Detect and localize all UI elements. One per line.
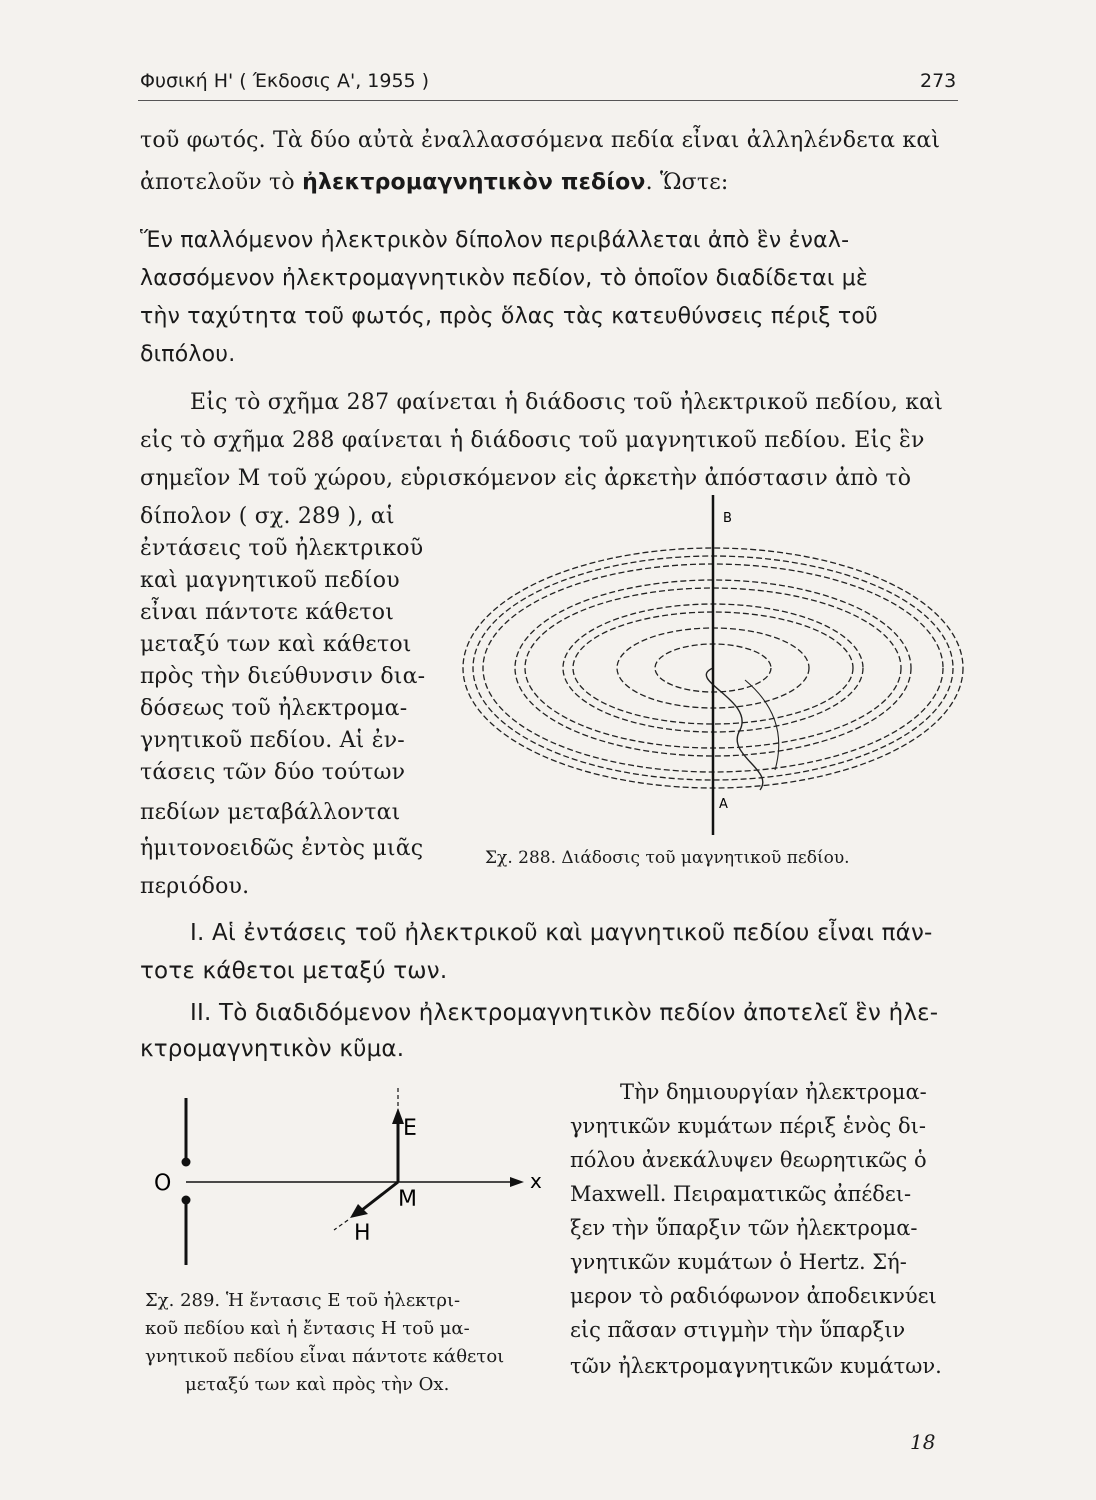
- column-line: δόσεως τοῦ ἠλεκτρομα-: [140, 696, 408, 721]
- column-line: ἡμιτονοειδῶς ἐντὸς μιᾶς: [140, 836, 424, 861]
- para1-line2: [140, 170, 728, 195]
- rule-2-line2: κτρομαγνητικὸν κῦμα.: [140, 1036, 405, 1062]
- para3-line: γνητικῶν κυμάτων ὁ Hertz. Σή-: [570, 1250, 907, 1274]
- para3-line: μερον τὸ ραδιόφωνον ἀποδεικνύει: [570, 1284, 937, 1308]
- para3-line: πόλου ἀνεκάλυψεν θεωρητικῶς ὁ: [570, 1148, 927, 1172]
- header-rule: [138, 100, 958, 101]
- column-line: πρὸς τὴν διεύθυνσιν δια-: [140, 664, 426, 689]
- h-vector-guide: [334, 1220, 348, 1230]
- para3-line: Τὴν δημιουργίαν ἠλεκτρομα-: [620, 1080, 927, 1104]
- page-number: 273: [920, 70, 957, 92]
- para3-line: ξεν τὴν ὕπαρξιν τῶν ἠλεκτρομα-: [570, 1216, 918, 1240]
- label-o: Ο: [154, 1171, 172, 1196]
- para1-line2-start: ἀποτελοῦν τὸ: [140, 170, 303, 195]
- figure-289-diagram: [140, 1080, 560, 1285]
- definition-line: διπόλου.: [140, 342, 236, 367]
- figure-288-diagram: [455, 490, 965, 840]
- x-axis-arrowhead: [510, 1177, 524, 1187]
- h-vector: [362, 1182, 398, 1210]
- column-line: περιόδου.: [140, 874, 250, 899]
- figure-289-caption-line: γνητικοῦ πεδίου εἶναι πάντοτε κάθετοι: [145, 1346, 505, 1367]
- para1-line1: τοῦ φωτός. Τὰ δύο αὐτὰ ἐναλλασσόμενα πεδία εἶναι ἀλληλένδετα καὶ: [140, 128, 941, 153]
- para3-line: εἰς πᾶσαν στιγμὴν τὴν ὕπαρξιν: [570, 1318, 906, 1342]
- definition-line: Ἕν παλλόμενον ἠλεκτρικὸν δίπολον περιβάλλεται ἀπὸ ἓν ἐναλ-: [140, 228, 850, 253]
- figure-288-caption: Σχ. 288. Διάδοσις τοῦ μαγνητικοῦ πεδίου.: [485, 848, 850, 868]
- para2-line: σημεῖον Μ τοῦ χώρου, εὑρισκόμενον εἰς ἀρκετὴν ἀπόστασιν ἀπὸ τὸ: [140, 466, 912, 491]
- column-line: μεταξύ των καὶ κάθετοι: [140, 632, 412, 657]
- rule-1-line2: τοτε κάθετοι μεταξύ των.: [140, 958, 448, 984]
- label-h: Η: [354, 1221, 371, 1246]
- running-title: Φυσική Η' ( Έκδοσις Α', 1955 ): [140, 70, 430, 92]
- para3-line: Maxwell. Πειραματικῶς ἀπέδει-: [570, 1182, 912, 1206]
- label-x: x: [530, 1169, 542, 1193]
- rule-1-line1: I. Αἱ ἐντάσεις τοῦ ἠλεκτρικοῦ καὶ μαγνητικοῦ πεδίου εἶναι πάν-: [190, 920, 933, 946]
- dipole-lower-ball: [182, 1196, 191, 1205]
- para2-line: εἰς τὸ σχῆμα 288 φαίνεται ἡ διάδοσις τοῦ μαγνητικοῦ πεδίου. Εἰς ἓν: [140, 428, 925, 453]
- definition-line: τὴν ταχύτητα τοῦ φωτός, πρὸς ὅλας τὰς κατευθύνσεις πέριξ τοῦ: [140, 304, 878, 329]
- field-intensity-curve: [745, 680, 779, 770]
- signature-mark: 18: [910, 1430, 936, 1454]
- column-line: πεδίων μεταβάλλονται: [140, 800, 401, 825]
- para1-line2-end: . Ὥστε:: [645, 170, 729, 195]
- key-term: ἠλεκτρομαγνητικὸν πεδίον: [302, 170, 646, 195]
- para3-line: τῶν ἠλεκτρομαγνητικῶν κυμάτων.: [570, 1354, 942, 1378]
- column-line: γνητικοῦ πεδίου. Αἱ ἐν-: [140, 728, 405, 753]
- figure-289-caption-line: Σχ. 289. Ἡ ἔντασις Ε τοῦ ἠλεκτρι-: [145, 1290, 461, 1311]
- definition-line: λασσόμενον ἠλεκτρομαγνητικὸν πεδίον, τὸ ὁποῖον διαδίδεται μὲ: [140, 266, 868, 291]
- rule-2-line1: II. Τὸ διαδιδόμενον ἠλεκτρομαγνητικὸν πεδίον ἀποτελεῖ ἓν ἠλε-: [190, 1000, 939, 1026]
- label-a: Α: [719, 797, 728, 812]
- figure-289-caption-line: μεταξύ των καὶ πρὸς τὴν Οx.: [185, 1374, 450, 1395]
- dipole-upper-ball: [182, 1158, 191, 1167]
- column-line: καὶ μαγνητικοῦ πεδίου: [140, 568, 400, 593]
- para2-line: Εἰς τὸ σχῆμα 287 φαίνεται ἡ διάδοσις τοῦ ἠλεκτρικοῦ πεδίου, καὶ: [190, 390, 944, 415]
- column-line: τάσεις τῶν δύο τούτων: [140, 760, 406, 785]
- figure-289-caption-line: κοῦ πεδίου καὶ ἡ ἔντασις Η τοῦ μα-: [145, 1318, 470, 1339]
- label-m: Μ: [398, 1187, 417, 1212]
- field-intensity-curve: [706, 668, 763, 790]
- column-line: εἶναι πάντοτε κάθετοι: [140, 600, 395, 625]
- column-line: δίπολον ( σχ. 289 ), αἱ: [140, 504, 395, 529]
- column-line: ἐντάσεις τοῦ ἠλεκτρικοῦ: [140, 536, 424, 561]
- label-e: Ε: [403, 1116, 417, 1141]
- label-b: Β: [723, 511, 732, 526]
- para3-line: γνητικῶν κυμάτων πέριξ ἑνὸς δι-: [570, 1114, 926, 1138]
